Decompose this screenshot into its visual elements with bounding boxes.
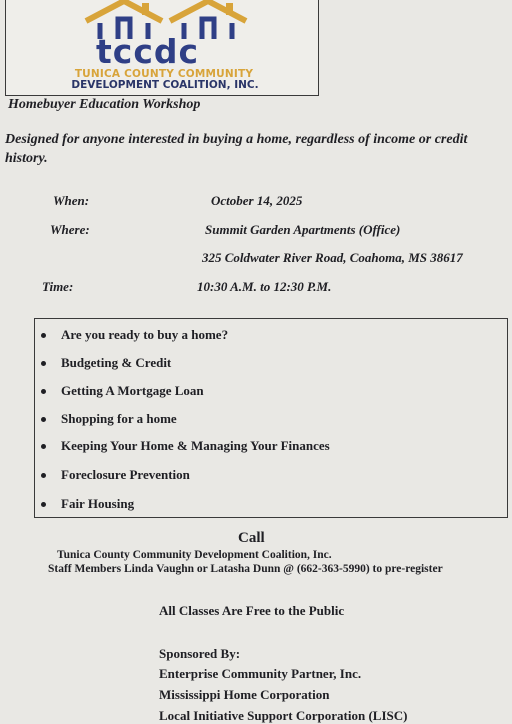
topic-item: Foreclosure Prevention <box>61 467 190 482</box>
time-label: Time: <box>42 279 74 294</box>
logo <box>5 0 319 96</box>
address: 325 Coldwater River Road, Coahoma, MS 38617 <box>202 250 463 265</box>
where-label: Where: <box>50 222 90 237</box>
topic-item: Budgeting & Credit <box>61 355 172 370</box>
description: Designed for anyone interested in buying a home, regardless of income or credit history. <box>5 132 468 166</box>
time-value: 10:30 A.M. to 12:30 P.M. <box>197 279 332 294</box>
topic-item: Keeping Your Home & Managing Your Finances <box>61 438 330 453</box>
when-label: When: <box>53 193 90 208</box>
call-staff: Staff Members Linda Vaughn or Latasha Dunn @ (662-363-5990) to pre-register <box>48 563 443 575</box>
logo-org-line2: DEVELOPMENT COALITION, INC. <box>71 79 259 91</box>
page-subtitle: Homebuyer Education Workshop <box>8 97 201 112</box>
topic-item: Fair Housing <box>61 496 135 511</box>
when-value: October 14, 2025 <box>211 193 303 208</box>
sponsor-item: Enterprise Community Partner, Inc. <box>159 666 362 681</box>
call-org: Tunica County Community Development Coalition, Inc. <box>57 549 332 561</box>
free-note: All Classes Are Free to the Public <box>159 603 345 618</box>
sponsors-heading: Sponsored By: <box>159 646 241 661</box>
topic-item: Getting A Mortgage Loan <box>61 383 204 398</box>
sponsor-item: Local Initiative Support Corporation (LISC) <box>159 708 408 723</box>
sponsor-item: Mississippi Home Corporation <box>159 687 330 702</box>
call-heading: Call <box>238 530 265 546</box>
topic-item: Shopping for a home <box>61 411 177 426</box>
logo-letters: tccdc <box>96 32 200 71</box>
topic-item: Are you ready to buy a home? <box>61 327 229 342</box>
where-value: Summit Garden Apartments (Office) <box>205 222 401 237</box>
logo-org-line1: TUNICA COUNTY COMMUNITY <box>74 68 254 80</box>
topics-box <box>34 318 508 518</box>
